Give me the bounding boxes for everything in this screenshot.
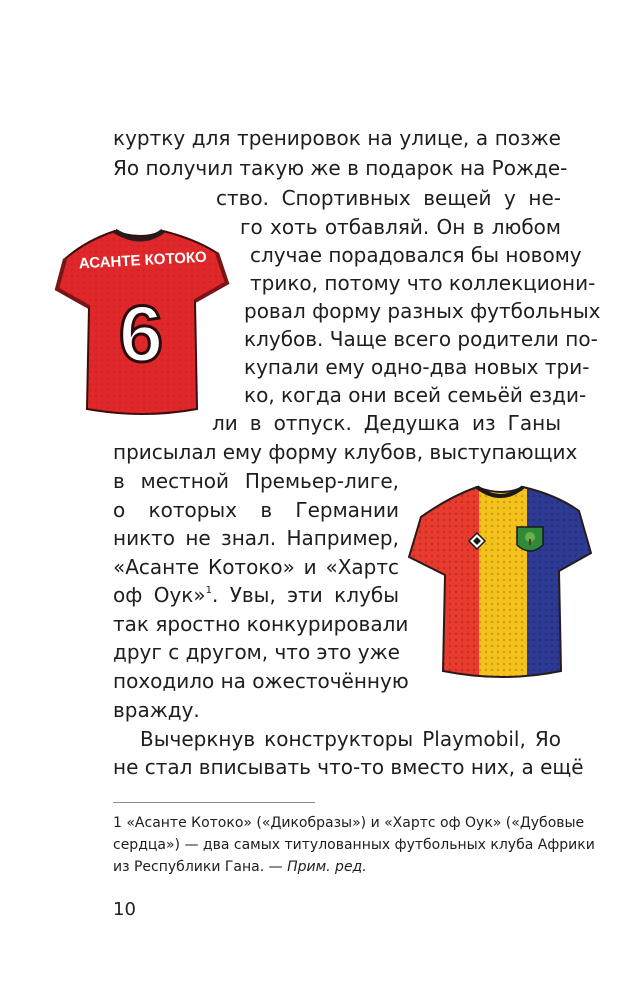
text-line-14: о которых в Германии	[113, 498, 399, 522]
text-ref-tail: . Увы, эти клубы	[211, 583, 399, 607]
text-line-18: так яростно конкурировали	[113, 612, 409, 636]
text-line-22: Вычеркнув конструкторы Playmobil, Яо	[140, 727, 561, 751]
club-crest-icon	[517, 527, 543, 551]
text-line-3: ство. Спортивных вещей у не-	[216, 186, 561, 210]
footnote-line-1: 1 «Асанте Котоко» («Дикобразы») и «Хартс оф Оук» («Дубовые	[113, 815, 585, 831]
text-line-11: ли в отпуск. Дедушка из Ганы	[212, 411, 561, 435]
text-line-6: трико, потому что коллекциони-	[250, 271, 596, 295]
text-line-2: Яо получил такую же в подарок на Рожде-	[113, 156, 568, 180]
text-line-5: случае порадовался бы новому	[250, 243, 582, 267]
text-line-8: клубов. Чаще всего родители по-	[244, 327, 598, 351]
text-line-10: ко, когда они всей семьёй езди-	[244, 383, 587, 407]
text-line-15: никто не знал. Например,	[113, 526, 399, 550]
footnote-ref: 1	[205, 585, 212, 597]
striped-jersey-illustration	[399, 475, 599, 685]
text-line-23: не стал вписывать что-то вместо них, а ещё	[113, 755, 584, 779]
text-line-21: вражду.	[113, 698, 200, 722]
text-line-19: друг с другом, что это уже	[113, 640, 400, 664]
footnote-separator	[113, 802, 315, 803]
text-line-4: го хоть отбавляй. Он в любом	[240, 215, 561, 239]
text-line-20: походило на ожесточённую	[113, 669, 409, 693]
text-line-16: «Асанте Котоко» и «Хартс	[113, 555, 399, 579]
footnote-line-3	[113, 856, 529, 878]
text-line-1: куртку для тренировок на улице, а позже	[113, 126, 561, 150]
red-jersey-illustration	[45, 213, 235, 421]
jersey1-number: 6	[118, 289, 164, 378]
page-number: 10	[113, 899, 136, 920]
text-line-9: купали ему одно-два новых три-	[244, 355, 590, 379]
text-ref-part: оф Оук»	[113, 583, 206, 607]
text-line-7: ровал форму разных футбольных	[244, 299, 601, 323]
text-line-13: в местной Премьер-лиге,	[113, 469, 399, 493]
text-line-12: присылал ему форму клубов, выступающих	[113, 440, 578, 464]
footnote-line-3-text: из Республики Гана. —	[113, 859, 288, 875]
text-line-17	[113, 581, 399, 609]
footnote-editor-note: Прим. ред.	[287, 859, 367, 875]
footnote-line-2: сердца») — два самых титулованных футбольных клуба Африки	[113, 837, 595, 853]
jersey1-name: АСАНТЕ КОТОКО	[78, 248, 208, 273]
